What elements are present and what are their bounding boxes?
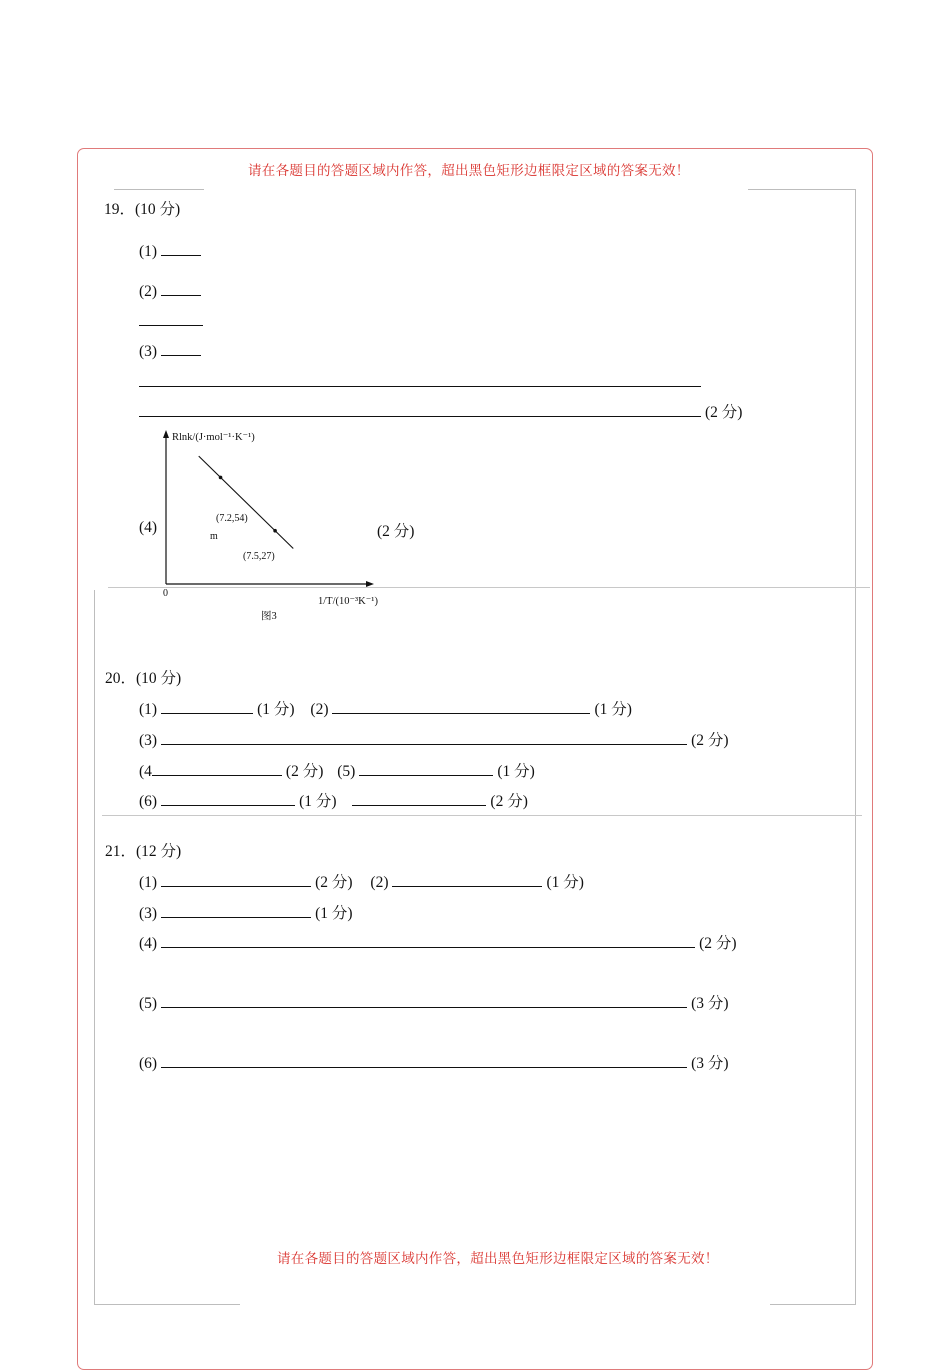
q20-part2-label: (2) — [310, 701, 329, 718]
q20-part6b-score: (2 分) — [490, 793, 528, 810]
q20-part6-label: (6) — [139, 793, 158, 810]
q19-part3-label: (3) — [139, 343, 158, 360]
q20-part2-score: (1 分) — [594, 701, 632, 718]
q20-part2-blank[interactable] — [332, 699, 590, 714]
q21-row4 — [139, 991, 729, 1013]
q21-part2-blank[interactable] — [392, 872, 542, 887]
q20-row3 — [139, 759, 535, 781]
q21-part6-blank[interactable] — [161, 1053, 687, 1068]
q20-part5-score: (1 分) — [497, 763, 535, 780]
q20-part6-blank[interactable] — [161, 791, 295, 806]
inner-border-left — [94, 590, 95, 1304]
q19-part3-blank[interactable] — [161, 341, 201, 356]
q19-part4-label: (4) — [139, 519, 158, 536]
q21-part6-label: (6) — [139, 1055, 158, 1072]
q19-part2-blank[interactable] — [161, 281, 201, 296]
q20-row2 — [139, 728, 729, 750]
q20-heading: 20．(10 分) — [105, 670, 182, 687]
q20-part5-blank[interactable] — [359, 761, 493, 776]
q19-part3-line-2[interactable] — [139, 416, 701, 417]
notice-top: 请在各题目的答题区域内作答，超出黑色矩形边框限定区域的答案无效！ — [248, 163, 690, 178]
q20-part1-score: (1 分) — [257, 701, 295, 718]
point1-label: (7.2,54) — [216, 513, 248, 524]
q21-heading: 21．(12 分) — [105, 843, 182, 860]
inner-border-bottom-left — [94, 1304, 240, 1305]
origin-label: 0 — [163, 588, 168, 599]
q21-part5-score: (3 分) — [691, 995, 729, 1012]
q19-part1 — [139, 241, 205, 261]
q20-row1 — [139, 697, 632, 719]
q21-part2-label: (2) — [370, 874, 389, 891]
inner-border-bottom-right — [770, 1304, 856, 1305]
data-point-2 — [273, 529, 277, 533]
q21-row3 — [139, 931, 737, 953]
q20-part4-score: (2 分) — [285, 763, 324, 780]
q19-part1-blank[interactable] — [161, 241, 201, 256]
q21-part4-score: (2 分) — [699, 935, 737, 952]
q20-part4-label: (4 — [139, 763, 152, 780]
q20-part6-blank-2[interactable] — [352, 791, 486, 806]
q19-part3-line-1[interactable] — [139, 386, 701, 387]
notice-bottom: 请在各题目的答题区域内作答，超出黑色矩形边框限定区域的答案无效！ — [277, 1251, 719, 1266]
line-label: m — [210, 531, 218, 542]
q21-part4-blank[interactable] — [161, 933, 695, 948]
q20-row4 — [139, 789, 528, 811]
q21-part5-blank[interactable] — [161, 993, 687, 1008]
q19-part1-label: (1) — [139, 243, 158, 260]
q21-part1-blank[interactable] — [161, 872, 311, 887]
q20-part4-blank[interactable] — [152, 761, 282, 776]
q19-part4-score: (2 分) — [377, 523, 415, 540]
q21-row2 — [139, 901, 353, 923]
point2-label: (7.5,27) — [243, 551, 275, 562]
q21-row1 — [139, 870, 584, 892]
q21-row5 — [139, 1051, 729, 1073]
inner-border-top-left — [114, 189, 204, 190]
q19-part3 — [139, 341, 205, 361]
q21-part1-label: (1) — [139, 874, 158, 891]
separator-20-21 — [102, 815, 862, 816]
q21-part3-label: (3) — [139, 905, 158, 922]
q21-part3-score: (1 分) — [315, 905, 353, 922]
data-point-1 — [219, 476, 223, 480]
q19-part2 — [139, 281, 205, 301]
figure-3-chart — [150, 424, 390, 628]
q19-part3-score: (2 分) — [705, 404, 743, 421]
q20-part6-score: (1 分) — [299, 793, 337, 810]
y-axis-label: Rlnk/(J·mol⁻¹·K⁻¹) — [172, 432, 255, 443]
q19-part2-blank-2[interactable] — [139, 325, 203, 326]
q20-part3-label: (3) — [139, 732, 158, 749]
inner-border-right — [855, 189, 856, 1304]
separator-19-20 — [108, 587, 870, 588]
figure-caption: 图3 — [261, 611, 277, 622]
x-axis-label: 1/T/(10⁻³K⁻¹) — [318, 596, 378, 607]
q20-part1-label: (1) — [139, 701, 158, 718]
q19-heading: 19．(10 分) — [104, 201, 181, 218]
inner-border-top-right — [748, 189, 856, 190]
q21-part2-score: (1 分) — [546, 874, 584, 891]
q21-part1-score: (2 分) — [315, 874, 353, 891]
q19-part2-label: (2) — [139, 283, 158, 300]
q20-part3-score: (2 分) — [691, 732, 729, 749]
y-axis-arrow — [163, 430, 169, 438]
q21-part4-label: (4) — [139, 935, 158, 952]
q21-part6-score: (3 分) — [691, 1055, 729, 1072]
q20-part1-blank[interactable] — [161, 699, 253, 714]
q21-part3-blank[interactable] — [161, 903, 311, 918]
q20-part3-blank[interactable] — [161, 730, 687, 745]
q20-part5-label: (5) — [337, 763, 356, 780]
q21-part5-label: (5) — [139, 995, 158, 1012]
